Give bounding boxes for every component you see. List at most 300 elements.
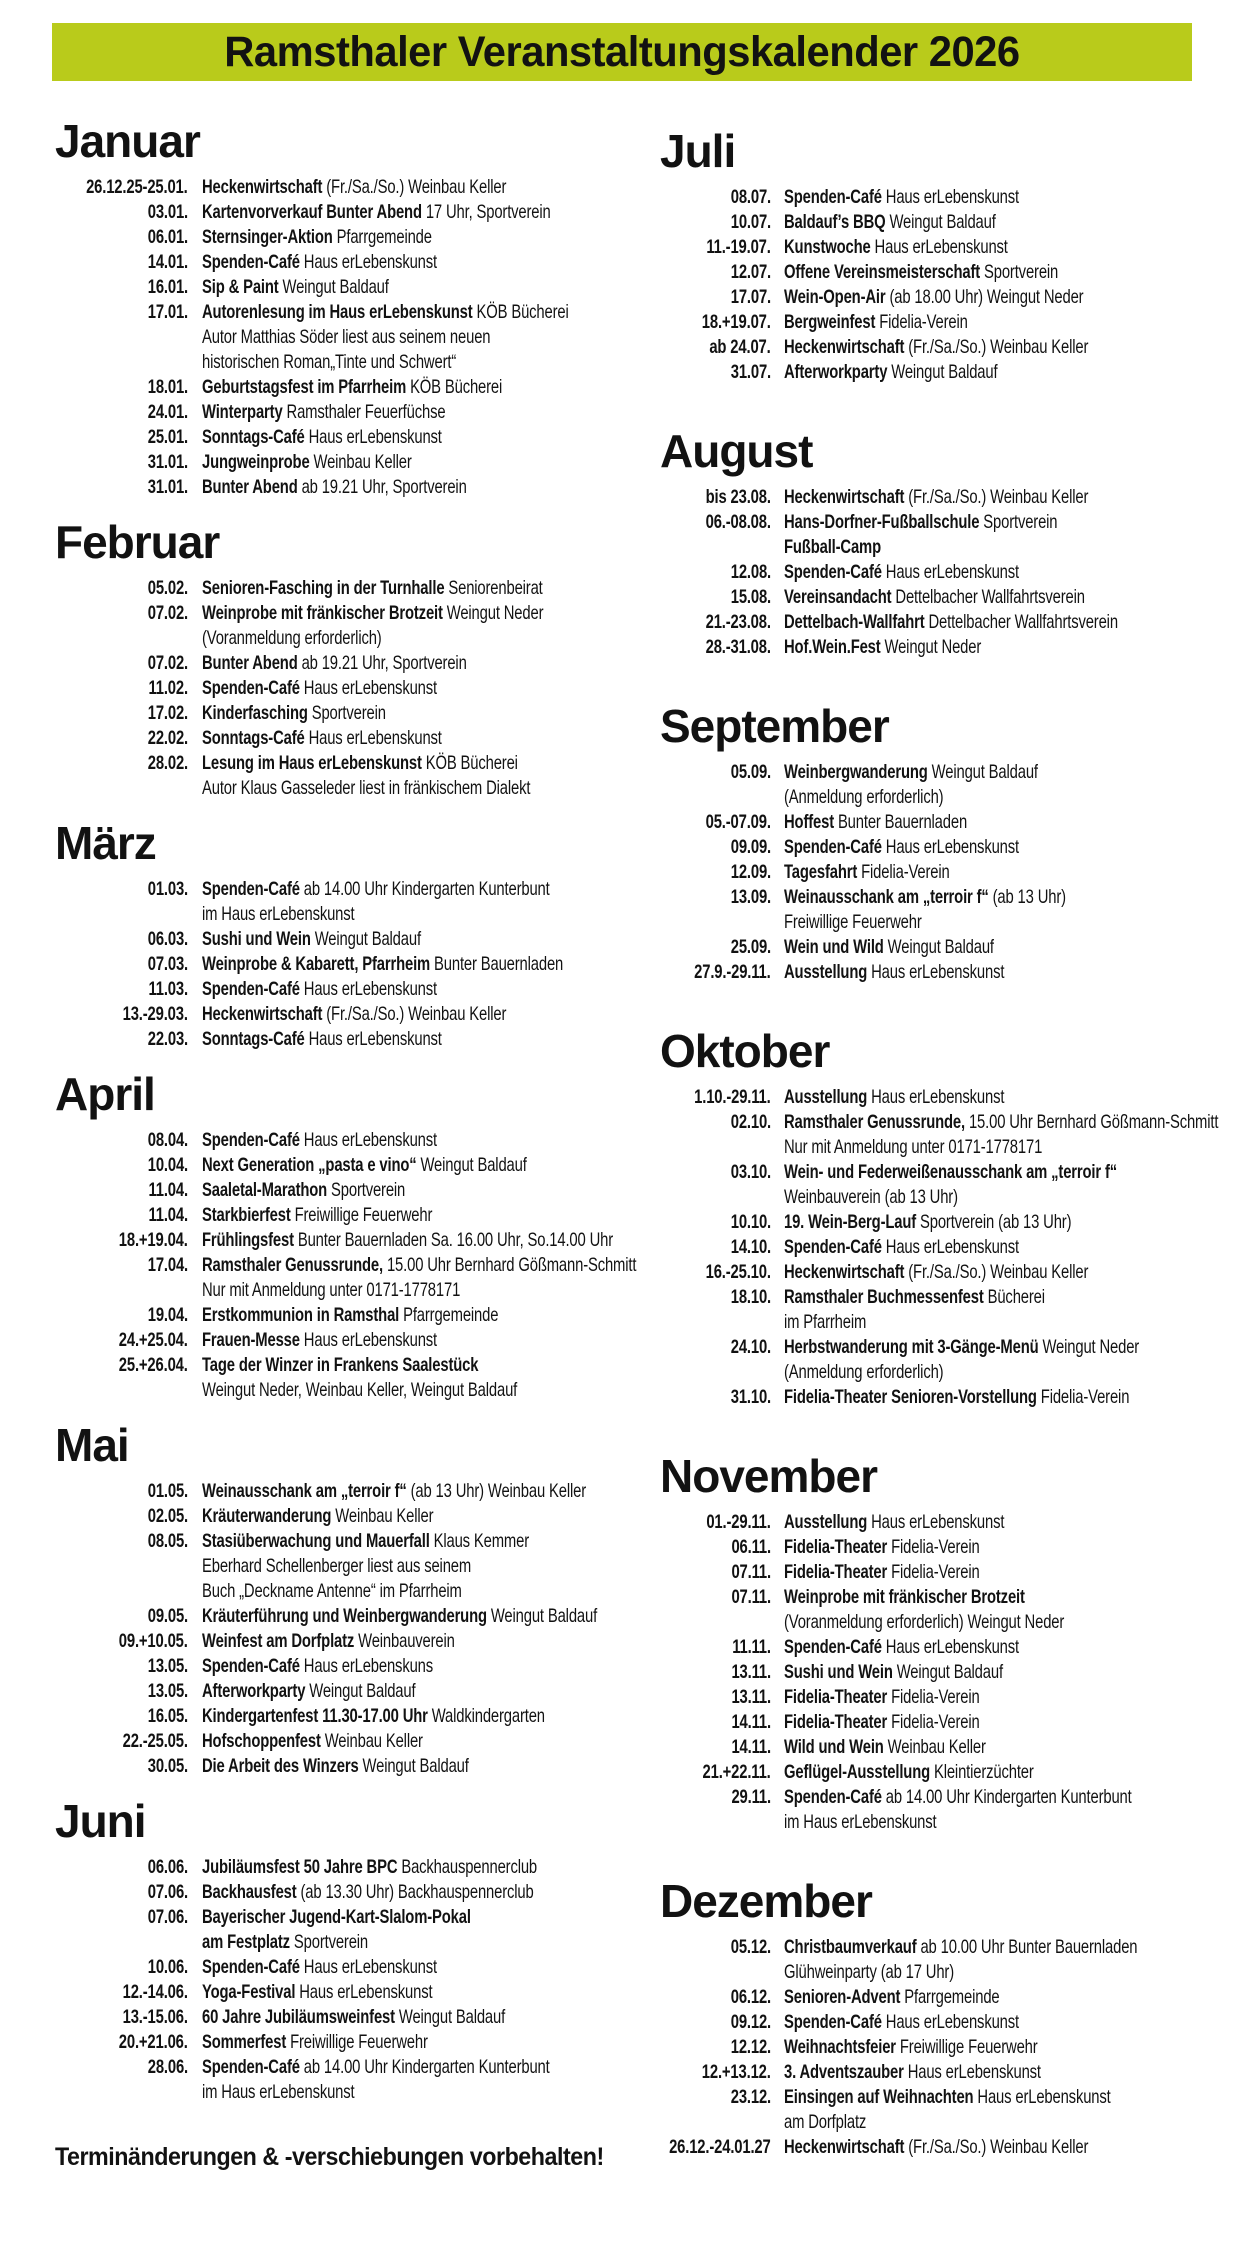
event-line bbox=[202, 475, 504, 500]
event-date-cell bbox=[40, 1754, 188, 1779]
event-detail: Freiwillige Feuerwehr bbox=[899, 2036, 1038, 2058]
event-line bbox=[784, 910, 1131, 935]
event-date: 14.11. bbox=[731, 1711, 771, 1733]
event-date-cell bbox=[645, 1935, 771, 1985]
event-text bbox=[784, 635, 1240, 660]
event-row bbox=[40, 952, 600, 977]
event-date: 24.10. bbox=[730, 1336, 771, 1358]
event-title: Spenden-Café bbox=[784, 836, 882, 858]
event-line bbox=[784, 1735, 1131, 1760]
event-date-cell bbox=[645, 960, 771, 985]
event-date: 06.03. bbox=[147, 928, 188, 950]
event-date: 31.01. bbox=[147, 476, 188, 498]
event-date: 08.05. bbox=[147, 1530, 188, 1552]
event-detail: Fidelia-Verein bbox=[891, 1686, 980, 1708]
event-line bbox=[784, 1635, 1131, 1660]
event-title: Weinprobe mit fränkischer Brotzeit bbox=[784, 1586, 1025, 1608]
event-date: 05.-07.09. bbox=[705, 811, 771, 833]
event-title: Kunstwoche bbox=[784, 236, 871, 258]
event-line bbox=[784, 1660, 1131, 1685]
page-title: Ramsthaler Veranstaltungskalender 2026 bbox=[224, 27, 1020, 76]
event-date: 09.05. bbox=[147, 1605, 188, 1627]
event-title: Spenden-Café bbox=[202, 1655, 300, 1677]
event-text bbox=[784, 1510, 1240, 1535]
event-text bbox=[202, 1855, 600, 1880]
event-title: Kräuterführung und Weinbergwanderung bbox=[202, 1605, 487, 1627]
event-title: 19. Wein-Berg-Lauf bbox=[784, 1211, 917, 1233]
event-line bbox=[784, 1560, 1131, 1585]
event-title: Senioren-Fasching in der Turnhalle bbox=[202, 577, 445, 599]
event-text bbox=[202, 1504, 600, 1529]
event-row bbox=[40, 576, 600, 601]
event-title: Afterworkparty bbox=[202, 1680, 306, 1702]
event-line bbox=[202, 1930, 504, 1955]
event-row bbox=[40, 200, 600, 225]
event-date-cell bbox=[40, 1203, 188, 1228]
event-detail: Weingut Baldauf bbox=[490, 1605, 598, 1627]
event-text bbox=[202, 1880, 600, 1905]
event-line bbox=[202, 1704, 545, 1729]
event-row bbox=[40, 1479, 600, 1504]
event-title: Tagesfahrt bbox=[784, 861, 858, 883]
event-date-cell bbox=[40, 676, 188, 701]
event-date-cell bbox=[40, 1128, 188, 1153]
event-line bbox=[202, 576, 543, 601]
event-text bbox=[784, 1235, 1240, 1260]
event-text bbox=[784, 360, 1240, 385]
event-title: Wein- und Federweißenausschank am „terroir f“ bbox=[784, 1161, 1118, 1183]
event-date: 06.06. bbox=[147, 1856, 188, 1878]
event-detail: KÖB Bücherei bbox=[425, 752, 518, 774]
event-line bbox=[784, 260, 1131, 285]
event-date: 12.12. bbox=[730, 2036, 771, 2058]
event-detail: ab 19.21 Uhr, Sportverein bbox=[301, 652, 467, 674]
event-detail: im Pfarrheim bbox=[784, 1311, 867, 1333]
event-text bbox=[202, 1479, 600, 1504]
event-row bbox=[40, 1754, 600, 1779]
event-title: Hans-Dorfner-Fußballschule bbox=[784, 511, 980, 533]
event-date: 20.+21.06. bbox=[119, 2031, 188, 2053]
event-detail: Weinbau Keller bbox=[335, 1505, 434, 1527]
event-text bbox=[202, 1629, 600, 1654]
event-row bbox=[40, 1178, 600, 1203]
event-detail: Sportverein bbox=[311, 702, 386, 724]
event-detail: (Fr./Sa./So.) Weinbau Keller bbox=[908, 2136, 1089, 2158]
event-date: 15.08. bbox=[730, 586, 771, 608]
event-detail: Weingut Neder bbox=[446, 602, 544, 624]
event-detail: ab 14.00 Uhr Kindergarten Kunterbunt bbox=[885, 1786, 1132, 1808]
event-date-cell bbox=[645, 1685, 771, 1710]
event-date: 03.10. bbox=[730, 1161, 771, 1183]
event-date: 18.+19.04. bbox=[119, 1229, 188, 1251]
event-row bbox=[645, 935, 1240, 960]
event-date-cell bbox=[40, 927, 188, 952]
event-date-cell bbox=[645, 2010, 771, 2035]
event-text bbox=[784, 1210, 1240, 1235]
event-detail: Ramsthaler Feuerfüchse bbox=[286, 401, 446, 423]
event-line bbox=[202, 1504, 504, 1529]
event-date: 07.06. bbox=[147, 1906, 188, 1928]
event-row bbox=[645, 760, 1240, 810]
event-line bbox=[202, 1128, 504, 1153]
event-date-cell bbox=[40, 601, 188, 651]
event-row bbox=[645, 1260, 1240, 1285]
event-date: 16.01. bbox=[147, 276, 188, 298]
event-text bbox=[784, 1385, 1240, 1410]
event-title: Spenden-Café bbox=[202, 978, 300, 1000]
event-text bbox=[784, 960, 1240, 985]
event-detail: Weingut Baldauf bbox=[314, 928, 421, 950]
event-detail: KÖB Bücherei bbox=[476, 301, 569, 323]
event-date: 12.-14.06. bbox=[122, 1981, 188, 2003]
event-text bbox=[784, 1260, 1240, 1285]
month-heading-juli: Juli bbox=[660, 125, 736, 177]
event-date-cell bbox=[40, 701, 188, 726]
event-date: 13.05. bbox=[147, 1680, 188, 1702]
event-date: 06.01. bbox=[147, 226, 188, 248]
event-detail: im Haus erLebenskunst bbox=[784, 1811, 937, 1833]
event-date: 19.04. bbox=[147, 1304, 188, 1326]
event-title: Spenden-Café bbox=[202, 878, 300, 900]
event-line bbox=[784, 2060, 1131, 2085]
event-line bbox=[202, 1654, 504, 1679]
event-detail: Nur mit Anmeldung unter 0171-1778171 bbox=[202, 1279, 461, 1301]
event-date-cell bbox=[40, 450, 188, 475]
event-line bbox=[202, 1353, 504, 1378]
event-date: 06.11. bbox=[731, 1536, 771, 1558]
event-date: 17.01. bbox=[147, 301, 188, 323]
event-line bbox=[202, 2080, 504, 2105]
event-line bbox=[784, 960, 1131, 985]
event-date: ab 24.07. bbox=[709, 336, 771, 358]
event-detail: im Haus erLebenskunst bbox=[202, 2081, 355, 2103]
event-title: Saaletal-Marathon bbox=[202, 1179, 328, 1201]
event-text bbox=[784, 1935, 1240, 1985]
event-title: Wein-Open-Air bbox=[784, 286, 886, 308]
event-text bbox=[202, 425, 600, 450]
event-line bbox=[202, 250, 504, 275]
event-text bbox=[202, 1328, 600, 1353]
event-line bbox=[784, 2110, 1131, 2135]
event-title: Sonntags-Café bbox=[202, 727, 305, 749]
event-title: Hof.Wein.Fest bbox=[784, 636, 881, 658]
event-row bbox=[645, 2035, 1240, 2060]
event-line bbox=[202, 300, 569, 325]
event-date: 09.12. bbox=[730, 2011, 771, 2033]
event-title: Fidelia-Theater Senioren-Vorstellung bbox=[784, 1386, 1037, 1408]
event-detail: (Voranmeldung erforderlich) Weingut Neder bbox=[784, 1611, 1065, 1633]
event-detail: Freiwillige Feuerwehr bbox=[294, 1204, 433, 1226]
event-line bbox=[202, 1554, 504, 1579]
event-date-cell bbox=[40, 250, 188, 275]
event-detail: (Fr./Sa./So.) Weinbau Keller bbox=[326, 176, 507, 198]
event-date: 07.02. bbox=[147, 652, 188, 674]
event-line bbox=[202, 375, 504, 400]
event-date: 24.01. bbox=[147, 401, 188, 423]
event-line bbox=[202, 1378, 518, 1403]
event-line bbox=[784, 860, 1131, 885]
event-text bbox=[202, 601, 600, 651]
event-line bbox=[202, 400, 504, 425]
event-title: Ausstellung bbox=[784, 961, 868, 983]
event-date: 06.12. bbox=[730, 1986, 771, 2008]
event-title: Bayerischer Jugend-Kart-Slalom-Pokal bbox=[202, 1906, 471, 1928]
event-detail: Freiwillige Feuerwehr bbox=[784, 911, 922, 933]
event-date: 14.11. bbox=[731, 1736, 771, 1758]
event-date: 18.01. bbox=[147, 376, 188, 398]
event-title: Weinfest am Dorfplatz bbox=[202, 1630, 355, 1652]
event-detail: Weingut Neder bbox=[1042, 1336, 1140, 1358]
event-title: Spenden-Café bbox=[784, 561, 882, 583]
event-date-cell bbox=[645, 610, 771, 635]
event-text bbox=[202, 225, 600, 250]
event-date-cell bbox=[645, 510, 771, 560]
event-text bbox=[202, 1604, 600, 1629]
month-heading-april: April bbox=[55, 1068, 155, 1120]
event-detail: Pfarrgemeinde bbox=[336, 226, 432, 248]
event-text bbox=[202, 375, 600, 400]
event-date-cell bbox=[645, 1785, 771, 1835]
event-date: 25.09. bbox=[730, 936, 771, 958]
event-date: 25.+26.04. bbox=[119, 1354, 188, 1376]
event-detail: Weingut Baldauf bbox=[398, 2006, 506, 2028]
event-line bbox=[784, 1185, 1131, 1210]
event-row bbox=[40, 726, 600, 751]
event-date: 21.+22.11. bbox=[702, 1761, 771, 1783]
event-date: 11.-19.07. bbox=[706, 236, 771, 258]
event-detail: Haus erLebenskunst bbox=[308, 1028, 442, 1050]
event-title: 60 Jahre Jubiläumsweinfest bbox=[202, 2006, 395, 2028]
event-line bbox=[784, 360, 1131, 385]
event-date-cell bbox=[40, 1504, 188, 1529]
event-row bbox=[40, 676, 600, 701]
event-detail: Weinbau Keller bbox=[313, 451, 412, 473]
event-detail: Autor Matthias Söder liest aus seinem neuen bbox=[202, 326, 491, 348]
event-title: Spenden-Café bbox=[202, 2056, 300, 2078]
event-title: Yoga-Festival bbox=[202, 1981, 296, 2003]
event-date: 30.05. bbox=[147, 1755, 188, 1777]
event-row bbox=[40, 1729, 600, 1754]
event-detail: ab 14.00 Uhr Kindergarten Kunterbunt bbox=[303, 2056, 550, 2078]
event-title: Spenden-Café bbox=[202, 251, 300, 273]
event-detail: Haus erLebenskunst bbox=[303, 677, 437, 699]
event-line bbox=[784, 1210, 1131, 1235]
event-text bbox=[202, 1153, 600, 1178]
event-title: Kindergartenfest 11.30-17.00 Uhr bbox=[202, 1705, 428, 1727]
event-text bbox=[202, 701, 600, 726]
event-title: Wein und Wild bbox=[784, 936, 884, 958]
event-detail: Haus erLebenskunst bbox=[871, 961, 1005, 983]
event-row bbox=[645, 210, 1240, 235]
event-text bbox=[784, 1285, 1240, 1335]
event-row bbox=[645, 585, 1240, 610]
event-date: 11.04. bbox=[148, 1179, 188, 1201]
event-detail: Eberhard Schellenberger liest aus seinem bbox=[202, 1555, 472, 1577]
event-row bbox=[40, 1905, 600, 1955]
event-date: 17.04. bbox=[147, 1254, 188, 1276]
event-line bbox=[202, 1729, 504, 1754]
event-detail: Weingut Baldauf bbox=[420, 1154, 527, 1176]
event-date-cell bbox=[645, 1585, 771, 1635]
event-title: Bergweinfest bbox=[784, 311, 876, 333]
event-title: Fußball-Camp bbox=[784, 536, 881, 558]
event-text bbox=[202, 1529, 600, 1604]
event-text bbox=[202, 1128, 600, 1153]
event-row bbox=[645, 1660, 1240, 1685]
event-row bbox=[40, 1704, 600, 1729]
event-date-cell bbox=[645, 1710, 771, 1735]
event-date: 06.-08.08. bbox=[705, 511, 771, 533]
event-text bbox=[784, 285, 1240, 310]
event-detail: Nur mit Anmeldung unter 0171-1778171 bbox=[784, 1136, 1043, 1158]
event-title: Frauen-Messe bbox=[202, 1329, 300, 1351]
event-title: Fidelia-Theater bbox=[784, 1561, 888, 1583]
event-row bbox=[645, 2060, 1240, 2085]
event-text bbox=[202, 2055, 600, 2105]
event-date: 12.08. bbox=[730, 561, 771, 583]
event-date: 13.05. bbox=[147, 1655, 188, 1677]
event-date: 17.02. bbox=[147, 702, 188, 724]
event-detail: Sportverein bbox=[293, 1931, 369, 1953]
event-date-cell bbox=[645, 2060, 771, 2085]
event-text bbox=[202, 576, 600, 601]
event-detail: Haus erLebenskunst bbox=[874, 236, 1008, 258]
event-detail: Haus erLebenskunst bbox=[303, 1329, 438, 1351]
event-text bbox=[202, 275, 600, 300]
event-line bbox=[784, 1510, 1131, 1535]
event-detail: Fidelia-Verein bbox=[891, 1561, 980, 1583]
event-date-cell bbox=[645, 635, 771, 660]
event-line bbox=[784, 535, 1131, 560]
event-date: 13.11. bbox=[731, 1686, 771, 1708]
event-date-cell bbox=[645, 760, 771, 810]
event-line bbox=[202, 1905, 504, 1930]
event-row bbox=[645, 310, 1240, 335]
event-text bbox=[202, 1754, 600, 1779]
event-row bbox=[645, 1710, 1240, 1735]
event-row bbox=[40, 977, 600, 1002]
month-heading-november: November bbox=[660, 1450, 877, 1502]
month-heading-dezember: Dezember bbox=[660, 1875, 872, 1927]
event-date-cell bbox=[40, 1880, 188, 1905]
event-detail: Haus erLebenskunst bbox=[885, 1236, 1019, 1258]
event-line bbox=[202, 601, 544, 626]
event-text bbox=[784, 1710, 1240, 1735]
event-detail: Weingut Baldauf bbox=[362, 1755, 469, 1777]
footer-note: Terminänderungen & -verschiebungen vorbehalten! bbox=[55, 2143, 604, 2171]
event-date-cell bbox=[645, 1085, 771, 1110]
event-title: Weinprobe & Kabarett, Pfarrheim bbox=[202, 953, 431, 975]
event-date-cell bbox=[40, 1328, 188, 1353]
event-date-cell bbox=[40, 1855, 188, 1880]
event-date-cell bbox=[40, 1604, 188, 1629]
event-row bbox=[645, 260, 1240, 285]
event-title: Next Generation „pasta e vino“ bbox=[202, 1154, 417, 1176]
event-line bbox=[202, 1253, 637, 1278]
event-title: Geburtstagsfest im Pfarrheim bbox=[202, 376, 407, 398]
event-text bbox=[784, 2060, 1240, 2085]
event-date-cell bbox=[40, 475, 188, 500]
event-title: Wild und Wein bbox=[784, 1736, 884, 1758]
event-line bbox=[784, 885, 1131, 910]
event-detail: Weingut Baldauf bbox=[309, 1680, 416, 1702]
event-line bbox=[202, 200, 551, 225]
event-text bbox=[784, 860, 1240, 885]
event-title: Fidelia-Theater bbox=[784, 1536, 888, 1558]
event-date: 10.04. bbox=[147, 1154, 188, 1176]
event-title: Vereinsandacht bbox=[784, 586, 892, 608]
event-detail: Waldkindergarten bbox=[431, 1705, 545, 1727]
event-text bbox=[202, 175, 600, 200]
event-text bbox=[202, 726, 600, 751]
event-date-cell bbox=[645, 210, 771, 235]
event-row bbox=[40, 1529, 600, 1604]
event-text bbox=[202, 1905, 600, 1955]
event-title: Spenden-Café bbox=[202, 677, 300, 699]
event-detail: Haus erLebenskunst bbox=[871, 1511, 1005, 1533]
event-date-cell bbox=[645, 2135, 771, 2160]
event-row bbox=[40, 601, 600, 651]
event-detail: Weinbau Keller bbox=[324, 1730, 423, 1752]
event-date-cell bbox=[645, 1510, 771, 1535]
event-date-cell bbox=[645, 835, 771, 860]
event-detail: Backhauspennerclub bbox=[401, 1856, 538, 1878]
event-title: Fidelia-Theater bbox=[784, 1686, 888, 1708]
event-date: 16.-25.10. bbox=[705, 1261, 771, 1283]
event-text bbox=[202, 300, 600, 375]
event-detail: 15.00 Uhr Bernhard Gößmann-Schmitt bbox=[386, 1254, 637, 1276]
event-text bbox=[784, 235, 1240, 260]
event-date-cell bbox=[645, 935, 771, 960]
event-title: Ramsthaler Genussrunde, bbox=[784, 1111, 965, 1133]
event-row bbox=[645, 1285, 1240, 1335]
event-line bbox=[202, 1278, 504, 1303]
event-row bbox=[40, 701, 600, 726]
event-row bbox=[40, 450, 600, 475]
event-date: 23.12. bbox=[730, 2086, 771, 2108]
event-row bbox=[40, 2030, 600, 2055]
event-date: 05.02. bbox=[147, 577, 188, 599]
event-text bbox=[202, 1303, 600, 1328]
event-title: am Festplatz bbox=[202, 1931, 290, 1953]
event-date-cell bbox=[645, 1660, 771, 1685]
event-date: 31.07. bbox=[730, 361, 771, 383]
event-date-cell bbox=[40, 2030, 188, 2055]
event-date: 27.9.-29.11. bbox=[694, 961, 771, 983]
event-row bbox=[645, 1110, 1240, 1160]
event-detail: 17 Uhr, Sportverein bbox=[425, 201, 551, 223]
event-title: Sushi und Wein bbox=[784, 1661, 893, 1683]
event-date: 08.04. bbox=[147, 1129, 188, 1151]
event-detail: Weingut Neder bbox=[884, 636, 982, 658]
event-date: 11.11. bbox=[732, 1636, 771, 1658]
event-text bbox=[784, 1660, 1240, 1685]
event-text bbox=[202, 1253, 637, 1303]
event-text bbox=[202, 676, 600, 701]
event-row bbox=[40, 1303, 600, 1328]
event-title: Heckenwirtschaft bbox=[784, 2136, 905, 2158]
event-date-cell bbox=[645, 2035, 771, 2060]
event-row bbox=[645, 335, 1240, 360]
event-date: 05.09. bbox=[730, 761, 771, 783]
event-title: Spenden-Café bbox=[784, 186, 882, 208]
event-date-cell bbox=[40, 1178, 188, 1203]
event-title: Starkbierfest bbox=[202, 1204, 291, 1226]
event-date: 28.02. bbox=[147, 752, 188, 774]
event-detail: Haus erLebenskunst bbox=[308, 727, 442, 749]
event-date: 11.04. bbox=[148, 1204, 188, 1226]
event-line bbox=[784, 210, 1131, 235]
